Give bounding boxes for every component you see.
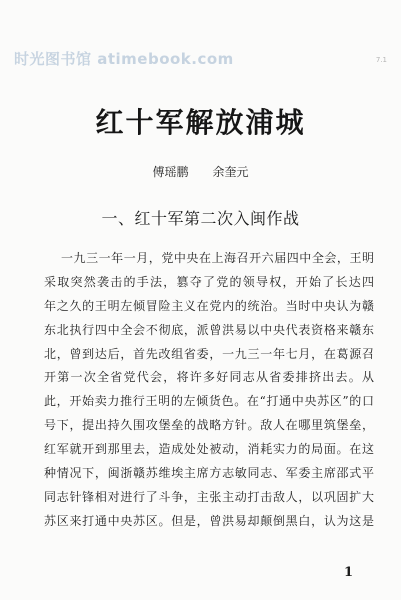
text-line: 种情况下，闽浙赣苏维埃主席方志敏同志、军委主席邵式平 <box>44 466 374 481</box>
text-line: 此，开始卖力推行王明的左倾货色。在“打通中央苏区”的口 <box>44 394 374 409</box>
page-number: 1 <box>343 565 353 580</box>
section-heading: 一、红十军第二次入闽作战 <box>101 209 300 228</box>
author-line <box>0 163 401 180</box>
text-line: 号下，提出持久围攻堡垒的战略方针。敌人在哪里筑堡垒， <box>44 418 374 433</box>
author-name: 傅瑶鹏 <box>152 165 189 179</box>
text-line: 一九三一年一月，党中央在上海召开六届四中全会，王明 <box>61 251 374 265</box>
corner-mark: 7.1 <box>375 56 387 64</box>
text-line: 苏区来打通中央苏区。但是，曾洪易却颠倒黑白，认为这是 <box>44 513 374 528</box>
text-line: 同志针锋相对进行了斗争，主张主动打击敌人，以巩固扩大 <box>44 489 374 504</box>
author-name: 余奎元 <box>212 165 249 179</box>
body-paragraph <box>44 247 374 534</box>
page-title: 红十军解放浦城 <box>95 106 306 139</box>
text-line: 东北执行四中全会不彻底，派曾洪易以中央代表资格来赣东 <box>44 322 374 337</box>
text-line: 红军就开到那里去，造成处处被动，消耗实力的局面。在这 <box>44 442 374 457</box>
text-line: 年之久的王明左倾冒险主义在党内的统治。当时中央认为赣 <box>44 298 374 313</box>
text-line: 采取突然袭击的手法，篡夺了党的领导权，开始了长达四 <box>44 274 374 289</box>
text-line: 北，曾到达后，首先改组省委，一九三一年七月，在葛源召 <box>44 346 374 361</box>
text-line: 开第一次全省党代会，将许多好同志从省委排挤出去。从 <box>44 370 374 385</box>
watermark: 时光图书馆 atimebook.com <box>14 50 234 68</box>
